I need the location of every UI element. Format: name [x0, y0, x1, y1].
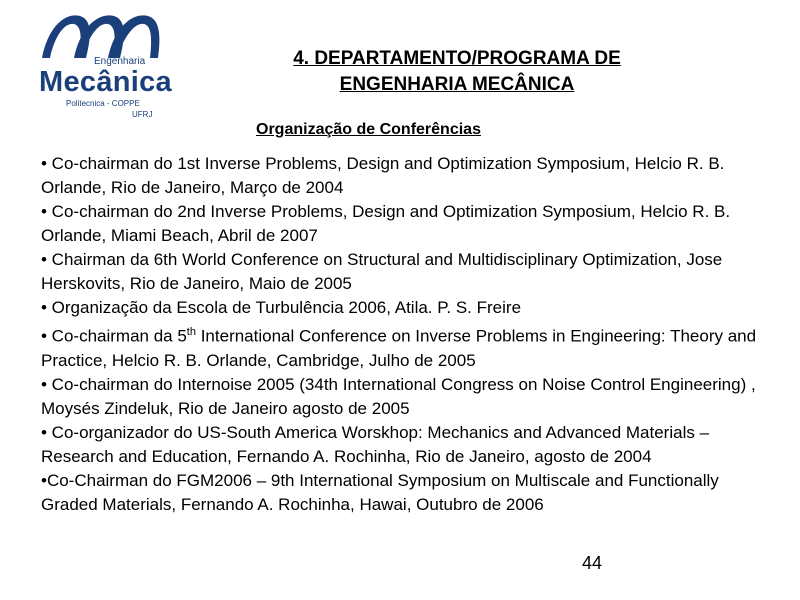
- logo-text-politecnica: Politecnica - COPPE: [66, 99, 140, 108]
- list-item-text-end: International Conference on Inverse Problems in Engineering: Theory and Practice, Helcio R. B. Orlande, Cambridge, Julho de 2005: [41, 326, 757, 370]
- list-item: • Organização da Escola de Turbulência 2006, Atila. P. S. Freire: [41, 298, 522, 317]
- page-number: 44: [582, 553, 603, 573]
- list-item: • Co-chairman do 2nd Inverse Problems, Design and Optimization Symposium, Helcio R. B. Orlande, Miami Beach, Abril de 2007: [41, 202, 731, 245]
- list-item: • Co-chairman do Internoise 2005 (34th International Congress on Noise Control Engineering) , Moysés Zindeluk, Rio de Janeiro agosto de 2005: [41, 374, 756, 418]
- section-subtitle: Organização de Conferências: [256, 121, 481, 138]
- logo-text-ufrj: UFRJ: [132, 110, 153, 119]
- list-item: •Co-Chairman do FGM2006 – 9th International Symposium on Multiscale and Functionally Graded Materials, Fernando A. Rochinha, Hawai, Outubro de 2006: [41, 470, 719, 514]
- list-item: [41, 320, 766, 373]
- logo-text-engenharia: Engenharia: [94, 56, 146, 67]
- title-line-1: 4. DEPARTAMENTO/PROGRAMA DE: [293, 48, 621, 69]
- mecanica-logo: [38, 10, 172, 122]
- logo-arches-icon: [40, 10, 166, 60]
- list-item-text-start: • Co-chairman da 5: [41, 326, 187, 346]
- title-line-2: ENGENHARIA MECÂNICA: [339, 74, 575, 95]
- page-title: [232, 46, 682, 98]
- list-item: • Chairman da 6th World Conference on Structural and Multidisciplinary Optimization, Jose Herskovits, Rio de Janeiro, Maio de 2005: [41, 250, 723, 293]
- list-item: • Co-chairman do 1st Inverse Problems, Design and Optimization Symposium, Helcio R. B. Orlande, Rio de Janeiro, Março de 2004: [41, 154, 725, 197]
- conference-list: [41, 152, 766, 517]
- logo-text-mecanica: Mecânica: [39, 66, 172, 98]
- ordinal-superscript: th: [186, 326, 196, 338]
- list-item: • Co-organizador do US-South America Worskhop: Mechanics and Advanced Materials – Research and Education, Fernando A. Rochinha, Rio de Janeiro, agosto de 2004: [41, 422, 710, 466]
